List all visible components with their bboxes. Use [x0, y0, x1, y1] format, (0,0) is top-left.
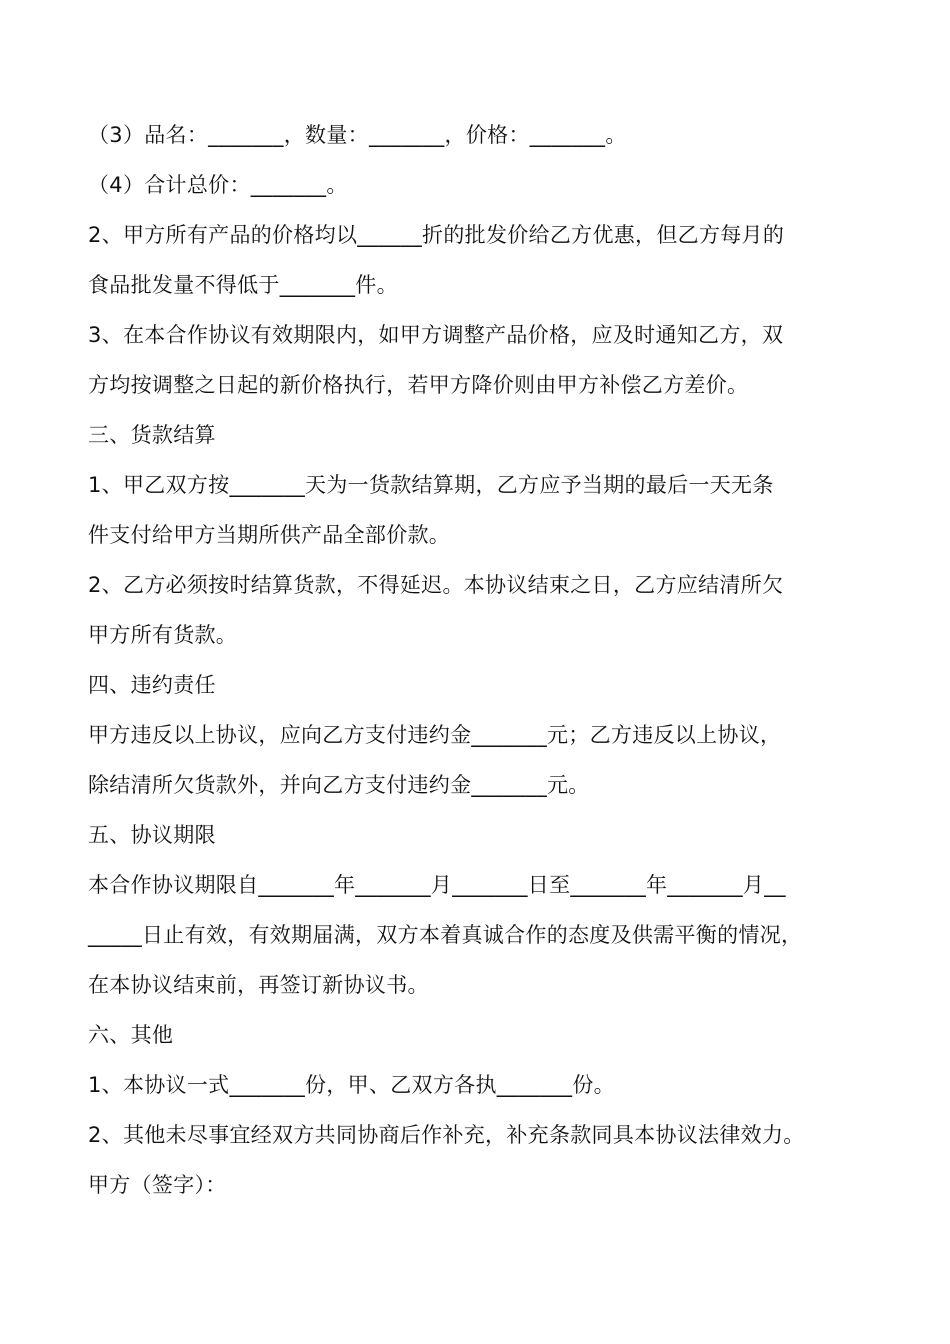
payment-clause-2-line-1: 2、乙方必须按时结算货款，不得延迟。本协议结束之日，乙方应结清所欠 [88, 573, 784, 597]
term-line-1: 本合作协议期限自_______年_______月_______日至_______年_______月__ [88, 873, 786, 897]
liability-line-2: 除结清所欠货款外，并向乙方支付违约金_______元。 [88, 773, 590, 797]
clause-3-price-adjust-line-1: 3、在本合作协议有效期限内，如甲方调整产品价格，应及时通知乙方，双 [88, 323, 784, 347]
section-heading-other: 六、其他 [88, 1023, 174, 1047]
payment-clause-1-line-1: 1、甲乙双方按_______天为一货款结算期，乙方应予当期的最后一天无条 [88, 473, 774, 497]
term-line-2: _____日止有效，有效期届满，双方本着真诚合作的态度及供需平衡的情况， [88, 923, 803, 947]
party-a-signature-label: 甲方（签字）： [88, 1173, 227, 1197]
other-clause-1: 1、本协议一式_______份，甲、乙双方各执_______份。 [88, 1073, 615, 1097]
section-heading-term: 五、协议期限 [88, 823, 216, 847]
section-heading-payment: 三、货款结算 [88, 423, 216, 447]
other-clause-2: 2、其他未尽事宜经双方共同协商后作补充，补充条款同具本协议法律效力。 [88, 1123, 805, 1147]
clause-3-product-line: （3）品名：_______，数量：_______，价格：_______。 [88, 123, 627, 147]
clause-4-total-price: （4）合计总价：_______。 [88, 173, 348, 197]
term-line-3: 在本协议结束前，再签订新协议书。 [88, 973, 429, 997]
liability-line-1: 甲方违反以上协议，应向乙方支付违约金_______元；乙方违反以上协议， [88, 723, 782, 747]
clause-2-discount-line-1: 2、甲方所有产品的价格均以______折的批发价给乙方优惠，但乙方每月的 [88, 223, 785, 247]
section-heading-liability: 四、违约责任 [88, 673, 216, 697]
clause-2-discount-line-2: 食品批发量不得低于_______件。 [88, 273, 398, 297]
clause-3-price-adjust-line-2: 方均按调整之日起的新价格执行，若甲方降价则由甲方补偿乙方差价。 [88, 373, 749, 397]
payment-clause-1-line-2: 件支付给甲方当期所供产品全部价款。 [88, 523, 451, 547]
payment-clause-2-line-2: 甲方所有货款。 [88, 623, 238, 647]
